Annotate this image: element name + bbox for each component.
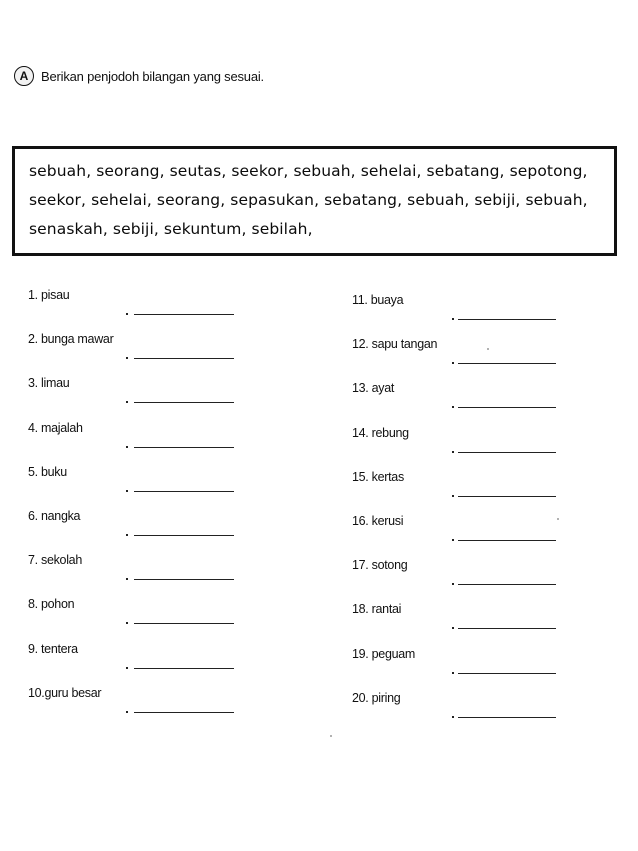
question-label: 2. bunga mawar xyxy=(28,332,114,347)
question-label: 5. buku xyxy=(28,464,67,479)
answer-blank[interactable] xyxy=(134,491,234,492)
answer-blank[interactable] xyxy=(134,579,234,580)
separator-dot xyxy=(126,401,128,403)
question-label: 1. pisau xyxy=(28,288,70,302)
word-bank-line: sebuah, seorang, seutas, seekor, sebuah, sehelai, sebatang, sepotong, xyxy=(29,162,588,180)
question-label: 20. piring xyxy=(352,690,401,705)
separator-dot xyxy=(126,446,128,448)
separator-dot xyxy=(126,622,128,624)
word-bank-line: senaskah, sebiji, sekuntum, sebilah, xyxy=(29,220,313,238)
separator-dot xyxy=(452,406,454,408)
question-label: 18. rantai xyxy=(352,602,402,617)
answer-blank[interactable] xyxy=(134,402,234,403)
answer-blank[interactable] xyxy=(134,314,234,315)
separator-dot xyxy=(126,578,128,580)
answer-blank[interactable] xyxy=(458,584,556,585)
question-label: 9. tentera xyxy=(28,641,78,656)
answer-blank[interactable] xyxy=(458,628,556,629)
question-label: 8. pohon xyxy=(28,597,75,612)
question-label: 11. buaya xyxy=(352,293,404,307)
separator-dot xyxy=(126,313,128,315)
separator-dot xyxy=(452,362,454,364)
question-label: 4. majalah xyxy=(28,420,83,435)
answer-blank[interactable] xyxy=(134,447,234,448)
answer-blank[interactable] xyxy=(134,712,234,713)
answer-blank[interactable] xyxy=(458,496,556,497)
answer-blank[interactable] xyxy=(458,407,556,408)
question-label: 17. sotong xyxy=(352,558,408,573)
question-label: 14. rebung xyxy=(352,425,409,440)
instruction-text: Berikan penjodoh bilangan yang sesuai. xyxy=(41,68,264,84)
separator-dot xyxy=(126,357,128,359)
answer-blank[interactable] xyxy=(134,668,234,669)
question-label: 12. sapu tangan xyxy=(352,337,438,352)
answer-blank[interactable] xyxy=(458,540,556,541)
question-label: 10.guru besar xyxy=(28,685,102,700)
answer-blank[interactable] xyxy=(458,319,556,320)
separator-dot xyxy=(452,716,454,718)
word-bank-box xyxy=(12,146,617,256)
question-label: 16. kerusi xyxy=(352,514,404,528)
answer-blank[interactable] xyxy=(458,673,556,674)
separator-dot xyxy=(126,490,128,492)
scan-speck xyxy=(330,735,332,737)
question-label: 6. nangka xyxy=(28,509,81,523)
question-label: 3. limau xyxy=(28,376,70,391)
question-label: 19. peguam xyxy=(352,646,416,661)
separator-dot xyxy=(452,539,454,541)
separator-dot xyxy=(126,667,128,669)
section-badge: A xyxy=(14,66,34,86)
section-header xyxy=(14,66,264,86)
question-label: 13. ayat xyxy=(352,381,395,396)
answer-blank[interactable] xyxy=(134,358,234,359)
separator-dot xyxy=(452,318,454,320)
separator-dot xyxy=(452,627,454,629)
separator-dot xyxy=(126,534,128,536)
question-label: 7. sekolah xyxy=(28,553,82,568)
answer-blank[interactable] xyxy=(134,535,234,536)
question-label: 15. kertas xyxy=(352,469,404,484)
answer-blank[interactable] xyxy=(134,623,234,624)
scan-speck xyxy=(487,348,489,350)
answer-blank[interactable] xyxy=(458,717,556,718)
answer-blank[interactable] xyxy=(458,363,556,364)
separator-dot xyxy=(452,672,454,674)
separator-dot xyxy=(452,583,454,585)
answer-blank[interactable] xyxy=(458,452,556,453)
word-bank-line: seekor, sehelai, seorang, sepasukan, sebatang, sebuah, sebiji, sebuah, xyxy=(29,191,588,209)
separator-dot xyxy=(126,711,128,713)
scan-speck xyxy=(557,518,559,520)
separator-dot xyxy=(452,495,454,497)
separator-dot xyxy=(452,451,454,453)
